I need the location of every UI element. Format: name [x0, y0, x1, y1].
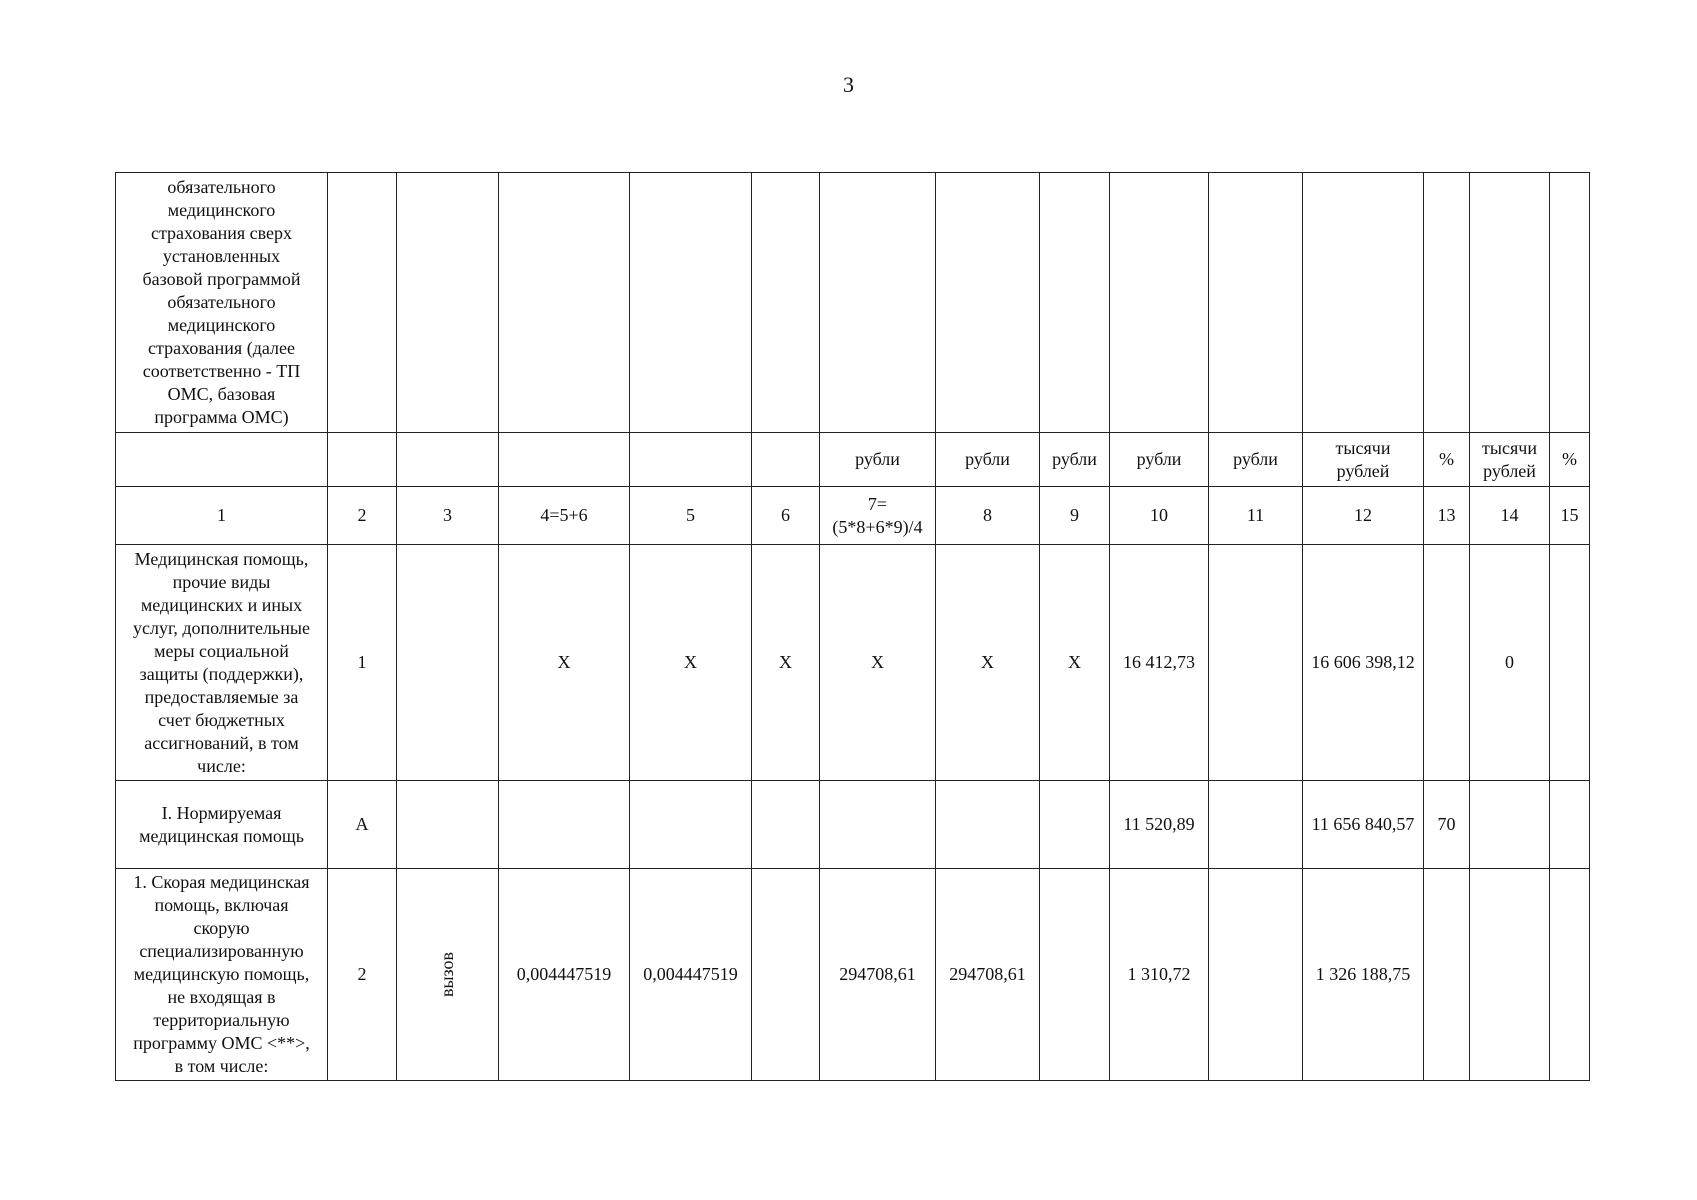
row-unit	[397, 869, 499, 1081]
row-cell-10: 16 412,73	[1110, 545, 1209, 781]
page-number: 3	[843, 72, 854, 97]
row-cell-5: X	[630, 545, 752, 781]
row-cell-9: X	[1040, 545, 1110, 781]
unit-cell-8: рубли	[936, 433, 1040, 487]
row-name: I. Нормируемая медицинская помощь	[116, 781, 328, 869]
row-cell-9	[1040, 781, 1110, 869]
row-name: Медицинская помощь, прочие виды медицинских и иных услуг, дополнительные меры социальной защиты (поддержки), предоставляемые за счет бюджетных ассигнований, в том числе:	[116, 545, 328, 781]
unit-cell-11: рубли	[1209, 433, 1303, 487]
unit-cell-9: рубли	[1040, 433, 1110, 487]
unit-cell-13: %	[1424, 433, 1470, 487]
row-unit-vertical-text: вызов	[436, 951, 457, 998]
unit-cell-12: тысячи рублей	[1303, 433, 1424, 487]
row-cell-7: X	[820, 545, 936, 781]
row-cell-4	[499, 781, 630, 869]
colnum-cell-9: 9	[1040, 487, 1110, 545]
header-cell-col1: обязательного медицинского страхования сверх установленных базовой программой обязательного медицинского страхования (далее соответственно - ТП ОМС, базовая программа ОМС)	[116, 173, 328, 433]
row-cell-6	[752, 781, 820, 869]
row-cell-9	[1040, 869, 1110, 1081]
table-row	[116, 545, 1590, 781]
colnum-cell-15: 15	[1550, 487, 1590, 545]
unit-cell-10: рубли	[1110, 433, 1209, 487]
row-cell-14	[1470, 869, 1550, 1081]
units-row	[116, 433, 1590, 487]
unit-cell-14: тысячи рублей	[1470, 433, 1550, 487]
row-cell-6: X	[752, 545, 820, 781]
table-header-continuation-row	[116, 173, 1590, 433]
colnum-cell-5: 5	[630, 487, 752, 545]
colnum-cell-12: 12	[1303, 487, 1424, 545]
row-cell-7: 294708,61	[820, 869, 936, 1081]
colnum-cell-6: 6	[752, 487, 820, 545]
table-row	[116, 781, 1590, 869]
colnum-cell-14: 14	[1470, 487, 1550, 545]
colnum-cell-8: 8	[936, 487, 1040, 545]
row-cell-11	[1209, 781, 1303, 869]
row-cell-11	[1209, 545, 1303, 781]
row-cell-14	[1470, 781, 1550, 869]
colnum-cell-4: 4=5+6	[499, 487, 630, 545]
row-cell-12: 16 606 398,12	[1303, 545, 1424, 781]
colnum-cell-3: 3	[397, 487, 499, 545]
colnum-cell-2: 2	[328, 487, 397, 545]
table-row	[116, 869, 1590, 1081]
row-cell-13: 70	[1424, 781, 1470, 869]
row-cell-12: 11 656 840,57	[1303, 781, 1424, 869]
data-table	[115, 172, 1590, 1081]
row-cell-4: 0,004447519	[499, 869, 630, 1081]
row-cell-15	[1550, 781, 1590, 869]
colnum-cell-1: 1	[116, 487, 328, 545]
row-cell-4: X	[499, 545, 630, 781]
row-unit	[397, 545, 499, 781]
colnum-cell-7: 7= (5*8+6*9)/4	[820, 487, 936, 545]
row-name: 1. Скорая медицинская помощь, включая скорую специализированную медицинскую помощь, не входящая в территориальную программу ОМС <**>, в том числе:	[116, 869, 328, 1081]
row-unit	[397, 781, 499, 869]
row-cell-7	[820, 781, 936, 869]
colnum-cell-10: 10	[1110, 487, 1209, 545]
row-cell-5: 0,004447519	[630, 869, 752, 1081]
row-cell-6	[752, 869, 820, 1081]
row-cell-13	[1424, 545, 1470, 781]
row-cell-8	[936, 781, 1040, 869]
row-cell-10: 11 520,89	[1110, 781, 1209, 869]
row-code: А	[328, 781, 397, 869]
row-cell-15	[1550, 545, 1590, 781]
row-cell-11	[1209, 869, 1303, 1081]
row-code: 1	[328, 545, 397, 781]
row-cell-13	[1424, 869, 1470, 1081]
unit-cell-7: рубли	[820, 433, 936, 487]
row-cell-10: 1 310,72	[1110, 869, 1209, 1081]
row-cell-8: X	[936, 545, 1040, 781]
row-cell-12: 1 326 188,75	[1303, 869, 1424, 1081]
colnum-cell-13: 13	[1424, 487, 1470, 545]
row-cell-5	[630, 781, 752, 869]
row-cell-15	[1550, 869, 1590, 1081]
row-code: 2	[328, 869, 397, 1081]
unit-cell-15: %	[1550, 433, 1590, 487]
column-numbers-row	[116, 487, 1590, 545]
row-cell-14: 0	[1470, 545, 1550, 781]
colnum-cell-11: 11	[1209, 487, 1303, 545]
row-cell-8: 294708,61	[936, 869, 1040, 1081]
